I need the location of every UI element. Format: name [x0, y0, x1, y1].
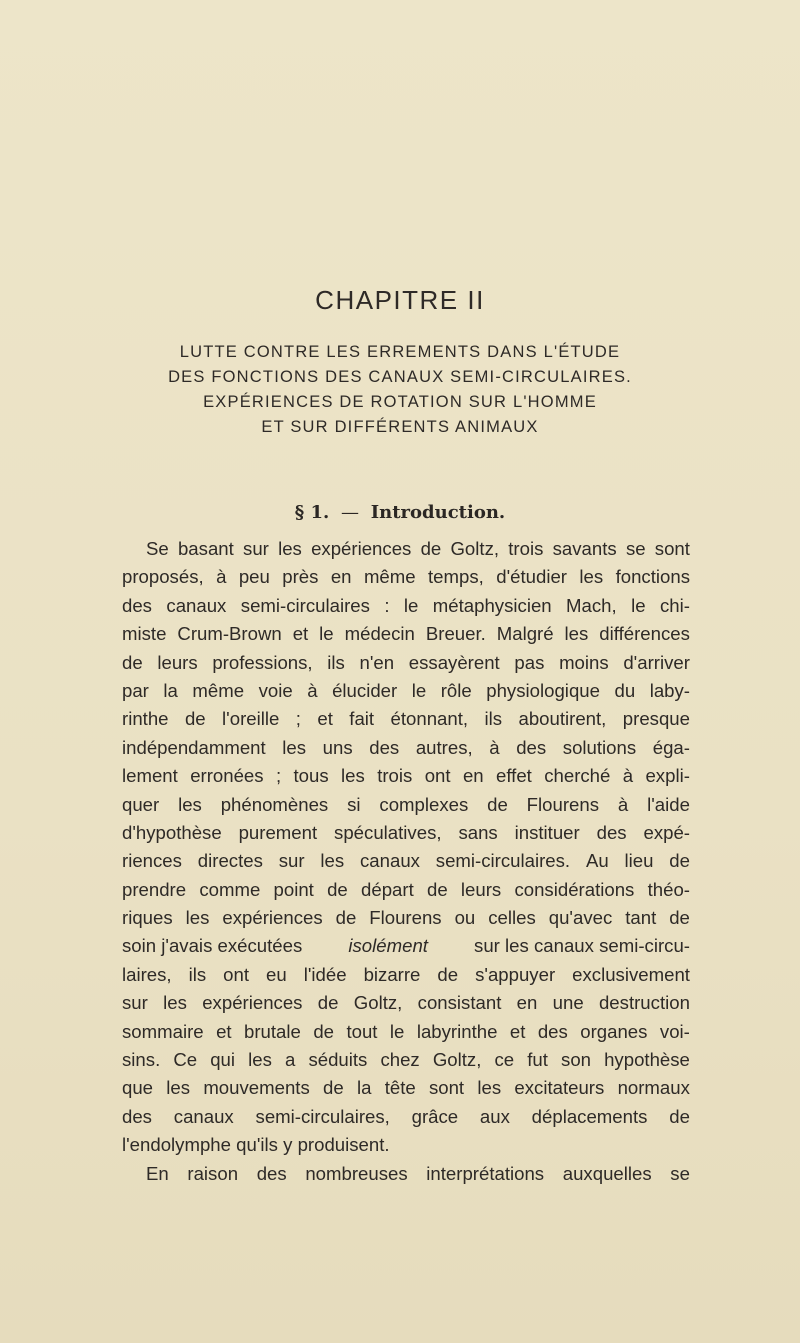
word: peu — [238, 566, 270, 588]
word: consistant — [417, 992, 502, 1014]
word: miste — [122, 623, 167, 645]
word: temps, — [428, 566, 484, 588]
word: ils — [484, 708, 503, 730]
word: Goltz, — [353, 992, 403, 1014]
word: rinthe — [122, 708, 169, 730]
word: d'arriver — [623, 651, 690, 673]
word: sont — [654, 538, 690, 559]
word: si — [347, 793, 361, 815]
word: se — [670, 1162, 690, 1184]
word: les — [166, 1077, 191, 1099]
word: sur — [278, 850, 305, 872]
word: du — [614, 679, 636, 701]
word: expériences — [311, 538, 412, 559]
word: de — [669, 850, 690, 872]
word: Crum-Brown — [177, 623, 282, 645]
word: déplacements — [531, 1105, 648, 1127]
word: semi-circulaires — [240, 594, 370, 616]
word: voie — [258, 679, 293, 701]
text-line — [122, 762, 690, 790]
word: et — [509, 1020, 526, 1042]
word: En — [146, 1162, 169, 1184]
word: tant — [625, 907, 657, 929]
text-line — [122, 1046, 690, 1074]
subtitle-line: ET SUR DIFFÉRENTS ANIMAUX — [261, 418, 539, 436]
word: grâce — [411, 1105, 459, 1127]
word: le — [389, 1020, 405, 1042]
word: tout — [346, 1020, 378, 1042]
word: les — [278, 538, 302, 559]
text-segment: sur les canaux semi-circu- — [474, 935, 690, 957]
word: mouvements — [203, 1077, 310, 1099]
word: point — [273, 878, 314, 900]
word: des — [537, 1020, 568, 1042]
word: canaux — [173, 1105, 234, 1127]
word: que — [122, 1077, 154, 1099]
word: à — [622, 765, 634, 787]
text-line — [122, 819, 690, 847]
section-separator: — — [341, 502, 359, 523]
word: spéculatives, — [334, 821, 442, 843]
word: des — [256, 1162, 287, 1184]
chapter-subtitle — [0, 340, 800, 440]
subtitle-line: LUTTE CONTRE LES ERREMENTS DANS L'ÉTUDE — [179, 343, 621, 361]
word: en — [462, 765, 484, 787]
word: ou — [454, 907, 476, 929]
word: de — [426, 878, 448, 900]
word: eu — [266, 963, 287, 985]
word: leurs — [157, 651, 198, 673]
word: des — [369, 736, 400, 758]
word: destruction — [598, 992, 690, 1014]
word: Flourens — [526, 793, 600, 815]
word: à — [617, 793, 629, 815]
word: la — [356, 1077, 372, 1099]
word: aboutirent, — [518, 708, 607, 730]
word: Ce — [173, 1049, 198, 1071]
word: canaux — [360, 850, 420, 872]
word: organes — [580, 1020, 648, 1042]
word: normaux — [617, 1077, 690, 1099]
word: hypothèse — [604, 1049, 690, 1071]
word: physiologique — [486, 679, 600, 701]
word: cherché — [544, 765, 611, 787]
word: phénomènes — [220, 793, 329, 815]
word: semi-circulaires, — [255, 1105, 390, 1127]
word: sont — [428, 1077, 465, 1099]
text-line — [122, 1160, 690, 1188]
word: moins — [559, 651, 609, 673]
word: théo- — [647, 878, 690, 900]
text-line — [122, 620, 690, 648]
word: de — [317, 992, 339, 1014]
word: expé- — [643, 821, 690, 843]
text-line — [122, 563, 690, 591]
text-line — [122, 592, 690, 620]
word: s'appuyer — [475, 963, 556, 985]
word: élucider — [332, 679, 398, 701]
word: erronées — [190, 765, 264, 787]
word: lieu — [624, 850, 654, 872]
word: ; — [275, 765, 282, 787]
word: rôle — [440, 679, 472, 701]
word: quer — [122, 793, 160, 815]
word: ont — [424, 765, 451, 787]
word: sur — [243, 538, 269, 559]
word: de — [669, 1105, 690, 1127]
chapter-heading: CHAPITRE II — [315, 285, 485, 315]
word: laby- — [649, 679, 690, 701]
word: départ — [361, 878, 414, 900]
word: Goltz, — [450, 538, 500, 559]
word: instituer — [514, 821, 580, 843]
word: indépendamment — [122, 736, 266, 758]
word: savants — [552, 538, 617, 559]
word: Breuer. — [425, 623, 486, 645]
word: expériences — [222, 907, 323, 929]
word: les — [320, 850, 345, 872]
word: les — [477, 1077, 502, 1099]
word: trois — [377, 765, 413, 787]
word: considérations — [514, 878, 635, 900]
word: l'oreille — [222, 708, 280, 730]
word: Flourens — [369, 907, 442, 929]
word: fut — [527, 1049, 548, 1071]
word: Goltz, — [432, 1049, 482, 1071]
word: riences — [122, 850, 182, 872]
text-segment: soin j'avais exécutées — [122, 935, 303, 957]
word: même — [192, 679, 245, 701]
body-text — [122, 535, 690, 1188]
word: les — [178, 793, 202, 815]
section-number: § 1. — [294, 502, 330, 523]
word: exclusivement — [572, 963, 690, 985]
word: l'idée — [303, 963, 347, 985]
word: le — [319, 623, 334, 645]
word: expli- — [645, 765, 690, 787]
word: se — [625, 538, 646, 559]
word: en — [516, 992, 538, 1014]
text-line — [122, 705, 690, 733]
text-line — [122, 989, 690, 1017]
word: séduits — [308, 1049, 368, 1071]
word: leurs — [460, 878, 502, 900]
word: tête — [384, 1077, 416, 1099]
word: qu'avec — [548, 907, 613, 929]
text-line — [122, 791, 690, 819]
word: de — [313, 1020, 334, 1042]
word: de — [437, 963, 459, 985]
word: Se — [146, 538, 169, 559]
word: chez — [380, 1049, 420, 1071]
word: à — [489, 736, 500, 758]
word: à — [307, 679, 318, 701]
text-line — [122, 847, 690, 875]
word: bizarre — [363, 963, 421, 985]
text-line — [122, 677, 690, 705]
word: labyrinthe — [416, 1020, 498, 1042]
word: trois — [508, 538, 544, 559]
word: métaphysicien — [432, 594, 552, 616]
text-line — [122, 1103, 690, 1131]
word: directes — [197, 850, 263, 872]
word: Malgré — [496, 623, 554, 645]
word: des — [596, 821, 627, 843]
word: différences — [599, 623, 690, 645]
word: Au — [585, 850, 609, 872]
word: ce — [494, 1049, 515, 1071]
word: comme — [199, 878, 261, 900]
word: proposés, — [122, 566, 204, 588]
word: les — [579, 566, 604, 588]
word: sommaire — [122, 1020, 204, 1042]
word: auxquelles — [562, 1162, 652, 1184]
word: tous — [293, 765, 329, 787]
word: complexes — [379, 793, 469, 815]
word: aux — [479, 1105, 510, 1127]
word: près — [282, 566, 319, 588]
word: de — [487, 793, 508, 815]
word: sans — [458, 821, 498, 843]
word: Mach, — [566, 594, 617, 616]
word: de — [669, 907, 690, 929]
word: n'en — [359, 651, 395, 673]
word: fonctions — [615, 566, 690, 588]
word: et — [292, 623, 309, 645]
word: professions, — [212, 651, 313, 673]
word: à — [216, 566, 227, 588]
subtitle-line: EXPÉRIENCES DE ROTATION SUR L'HOMME — [203, 393, 597, 411]
word: voi- — [659, 1020, 690, 1042]
word: les — [564, 623, 589, 645]
word: effet — [496, 765, 532, 787]
word: et — [216, 1020, 232, 1042]
word: la — [163, 679, 178, 701]
text-line-with-emphasis — [122, 932, 690, 960]
word: le — [403, 594, 419, 616]
text-line — [122, 876, 690, 904]
word: les — [248, 1049, 272, 1071]
word: solutions — [562, 736, 637, 758]
word: nombreuses — [305, 1162, 408, 1184]
word: expériences — [202, 992, 303, 1014]
word: même — [363, 566, 416, 588]
word: le — [411, 679, 427, 701]
word: prendre — [122, 878, 187, 900]
word: étonnant, — [390, 708, 469, 730]
word: une — [552, 992, 584, 1014]
word: brutale — [244, 1020, 301, 1042]
text-line — [122, 734, 690, 762]
word: d'étudier — [496, 566, 567, 588]
word: éga- — [652, 736, 690, 758]
word: celles — [488, 907, 536, 929]
word: excitateurs — [514, 1077, 605, 1099]
word: autres, — [415, 736, 473, 758]
word: des — [122, 1105, 152, 1127]
word: en — [330, 566, 352, 588]
word: d'hypothèse — [122, 821, 222, 843]
word: son — [561, 1049, 591, 1071]
word: pas — [514, 651, 545, 673]
word: et — [317, 708, 333, 730]
word: riques — [122, 907, 173, 929]
word: uns — [322, 736, 353, 758]
text-line — [122, 1018, 690, 1046]
word: l'aide — [647, 793, 690, 815]
word: raison — [187, 1162, 239, 1184]
emphasized-word: isolément — [348, 935, 428, 957]
text-line: l'endolymphe qu'ils y produisent. — [122, 1134, 390, 1156]
word: sins. — [122, 1049, 161, 1071]
section-title: Introduction. — [370, 502, 506, 523]
word: interprétations — [426, 1162, 545, 1184]
word: par — [122, 679, 149, 701]
word: les — [282, 736, 307, 758]
word: : — [384, 594, 390, 616]
word: ils — [327, 651, 345, 673]
word: ils — [188, 963, 207, 985]
word: de — [335, 907, 357, 929]
word: ont — [223, 963, 250, 985]
word: ; — [295, 708, 301, 730]
word: de — [323, 1077, 344, 1099]
word: des — [122, 594, 152, 616]
text-line — [122, 649, 690, 677]
word: des — [516, 736, 547, 758]
word: médecin — [344, 623, 415, 645]
word: de — [327, 878, 348, 900]
word: le — [631, 594, 646, 616]
word: laires, — [122, 963, 172, 985]
text-line — [122, 535, 690, 563]
subtitle-line: DES FONCTIONS DES CANAUX SEMI-CIRCULAIRES. — [168, 368, 632, 386]
word: essayèrent — [408, 651, 500, 673]
word: lement — [122, 765, 178, 787]
word: fait — [349, 708, 375, 730]
text-line — [122, 1074, 690, 1102]
text-line — [122, 904, 690, 932]
word: sur — [122, 992, 148, 1014]
word: les — [341, 765, 365, 787]
word: semi-circulaires. — [435, 850, 571, 872]
word: les — [163, 992, 187, 1014]
text-line — [122, 961, 690, 989]
word: de — [122, 651, 143, 673]
word: chi- — [659, 594, 690, 616]
word: a — [285, 1049, 296, 1071]
word: de — [184, 708, 206, 730]
section-heading — [0, 502, 800, 523]
word: presque — [622, 708, 690, 730]
word: canaux — [166, 594, 227, 616]
word: qui — [210, 1049, 236, 1071]
word: basant — [177, 538, 234, 559]
word: de — [420, 538, 442, 559]
word: purement — [238, 821, 318, 843]
word: les — [185, 907, 210, 929]
